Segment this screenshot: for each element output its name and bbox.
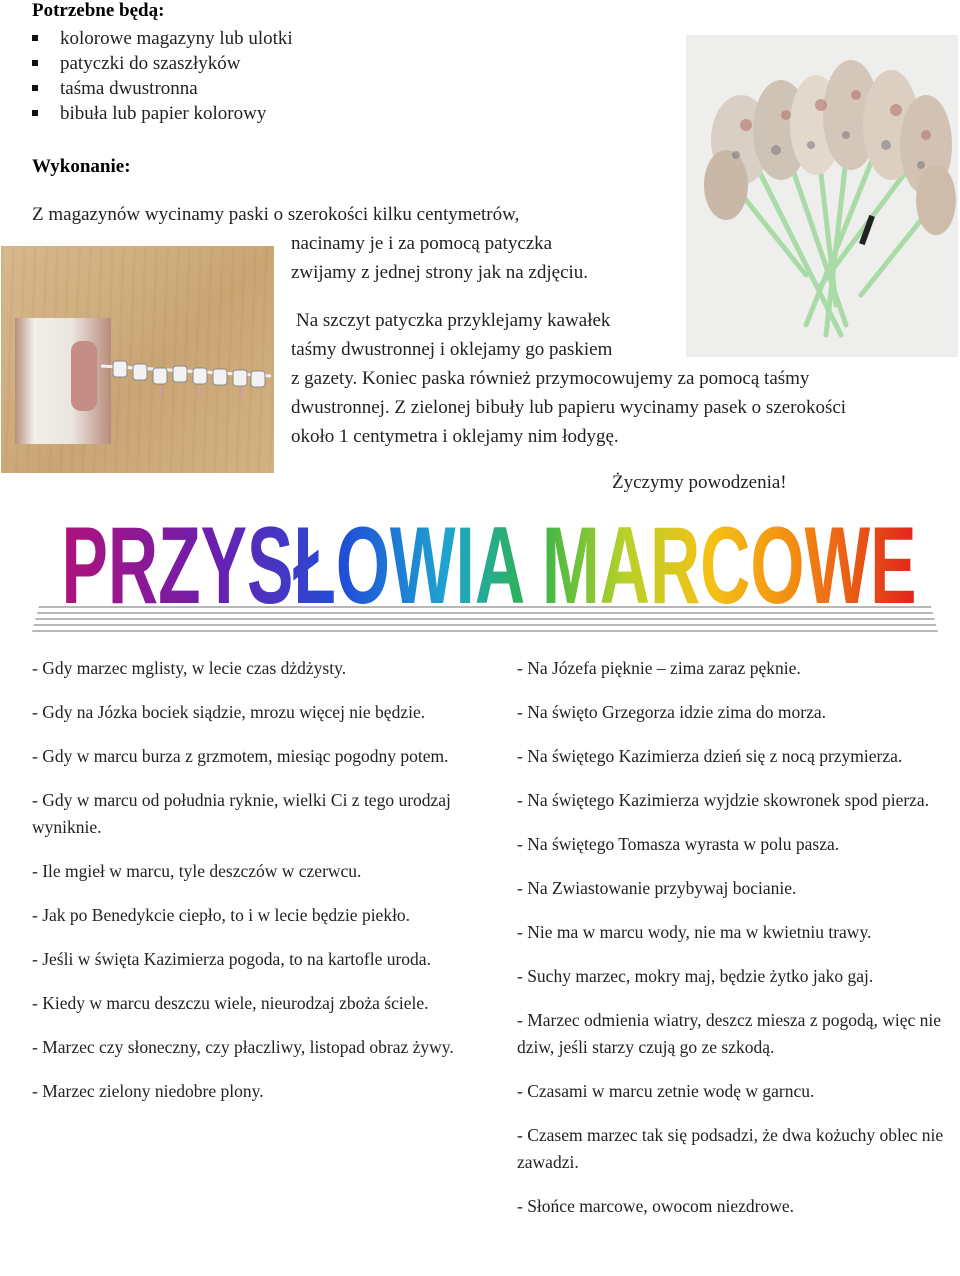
hand-shape: [71, 341, 97, 411]
proverb: - Suchy marzec, mokry maj, będzie żytko jako gaj.: [517, 966, 874, 986]
instruction-line: około 1 centymetra i oklejamy nim łodygę.: [291, 426, 619, 447]
proverb: - Jak po Benedykcie ciepło, to i w lecie będzie piekło.: [32, 905, 411, 925]
list-item: bibuła lub papier kolorowy: [28, 101, 293, 126]
proverb: - Marzec odmienia wiatry, deszcz miesza z pogodą, więc nie dziw, jeśli starzy czują go ze szkodą.: [517, 1010, 942, 1057]
instruction-line: dwustronnej. Z zielonej bibuły lub papieru wycinamy pasek o szerokości: [291, 397, 847, 418]
materials-list: [28, 26, 293, 126]
proverb: - Na świętego Kazimierza wyjdzie skowronek spod pierza.: [517, 790, 930, 810]
flowers-illustration: [686, 35, 958, 357]
proverb: - Jeśli w święta Kazimierza pogoda, to na kartofle uroda.: [32, 949, 431, 969]
proverb: - Gdy w marcu od południa ryknie, wielki Ci z tego urodzaj wyniknie.: [32, 790, 451, 837]
proverb: - Na święto Grzegorza idzie zima do morza.: [517, 702, 827, 722]
proverb: - Marzec zielony niedobre plony.: [32, 1081, 264, 1101]
instruction-line: z gazety. Koniec paska również przymocowujemy za pomocą taśmy: [291, 368, 810, 389]
proverbs-title-banner: [30, 510, 948, 640]
proverb: - Gdy na Józka bociek siądzie, mrozu więcej nie będzie.: [32, 702, 426, 722]
closing-wish: Życzymy powodzenia!: [612, 472, 787, 493]
instruction-line: zwijamy z jednej strony jak na zdjęciu.: [291, 262, 589, 283]
proverbs-left-column: [32, 655, 472, 1122]
proverb: - Na świętego Tomasza wyrasta w polu pasza.: [517, 834, 840, 854]
list-item: taśma dwustronna: [28, 76, 293, 101]
proverb: - Na świętego Kazimierza dzień się z nocą przymierza.: [517, 746, 903, 766]
proverb: - Marzec czy słoneczny, czy płaczliwy, listopad obraz żywy.: [32, 1037, 454, 1057]
proverb: - Czasami w marcu zetnie wodę w garncu.: [517, 1081, 815, 1101]
instruction-line: Z magazynów wycinamy paski o szerokości kilku centymetrów,: [32, 204, 520, 225]
page-title: PRZYSŁOWIA MARCOWE: [61, 510, 917, 627]
execution-heading: Wykonanie:: [32, 156, 131, 177]
instruction-line: nacinamy je i za pomocą patyczka: [291, 233, 553, 254]
proverb: - Słońce marcowe, owocom niezdrowe.: [517, 1196, 794, 1216]
proverb: - Kiedy w marcu deszczu wiele, nieurodzaj zboża ściele.: [32, 993, 429, 1013]
paper-flowers-photo: [686, 35, 958, 357]
proverb: - Ile mgieł w marcu, tyle deszczów w czerwcu.: [32, 861, 362, 881]
proverb: - Na Zwiastowanie przybywaj bocianie.: [517, 878, 797, 898]
list-item: kolorowe magazyny lub ulotki: [28, 26, 293, 51]
materials-heading: Potrzebne będą:: [32, 0, 165, 21]
proverb: - Czasem marzec tak się podsadzi, że dwa kożuchy oblec nie zawadzi.: [517, 1125, 944, 1172]
proverb: - Gdy marzec mglisty, w lecie czas dżdżysty.: [32, 658, 347, 678]
list-item: patyczki do szaszłyków: [28, 51, 293, 76]
paper-rolls-illustration: [101, 356, 271, 416]
instruction-line: Na szczyt patyczka przyklejamy kawałek: [296, 310, 611, 331]
proverb: - Nie ma w marcu wody, nie ma w kwietniu trawy.: [517, 922, 872, 942]
instruction-line: taśmy dwustronnej i oklejamy go paskiem: [291, 339, 613, 360]
proverbs-right-column: [517, 655, 949, 1237]
proverb: - Gdy w marcu burza z grzmotem, miesiąc pogodny potem.: [32, 746, 449, 766]
proverb: - Na Józefa pięknie – zima zaraz pęknie.: [517, 658, 801, 678]
rolled-strips-photo: [1, 246, 274, 473]
